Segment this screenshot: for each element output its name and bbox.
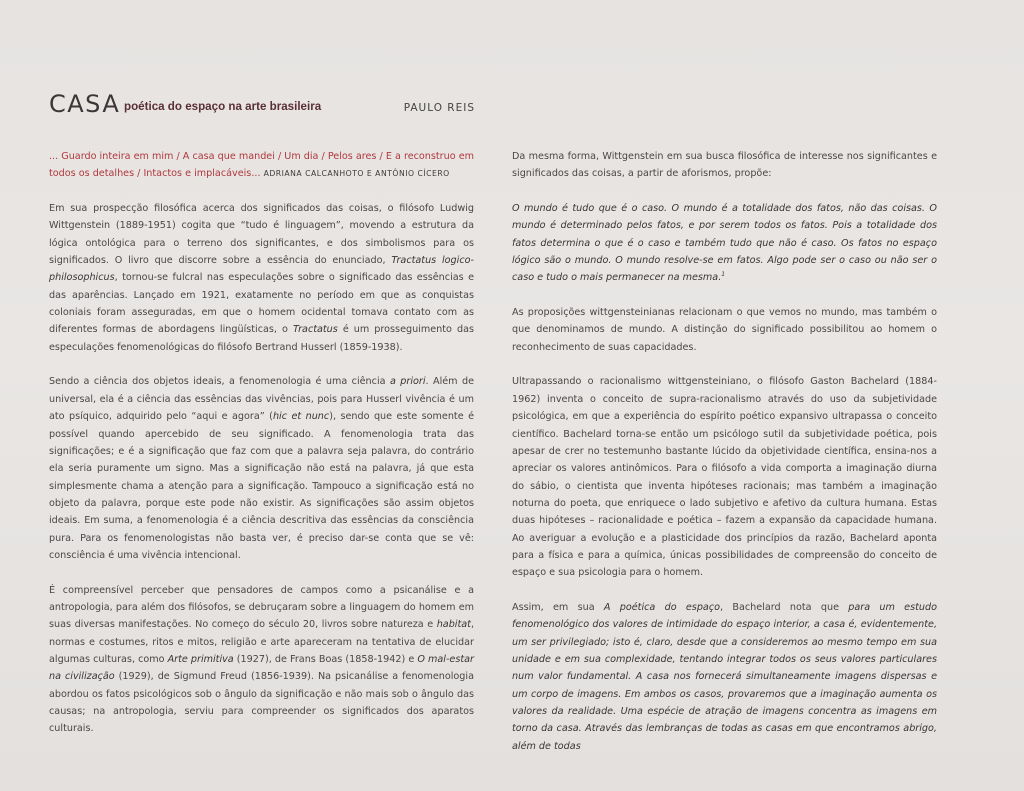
paragraph-poetica-do-espaco: Assim, em sua A poética do espaço, Bachelard nota que para um estudo fenomenológico dos valores de intimidade do espaço interior, a casa é, evidentemente, um ser privilegiado; isto é, claro, desde que a consideremos ao mesmo tempo em sua unidade e em sua complexidade, tentando integrar todos os seus valores particulares num valor fundamental. A casa nos fornecerá simultaneamente imagens dispersas e um corpo de imagens. Em ambos os casos, provaremos que a imaginação aumenta os valores da realidade. Uma espécie de atração de imagens concentra as imagens em torno da casa. Através das lembranças de todas as casas em que encontramos abrigo, além de todas	[512, 601, 937, 752]
wittgenstein-quote: O mundo é tudo que é o caso. O mundo é a totalidade dos fatos, não das coisas. O mundo é determinado pelos fatos, e por serem todos os fatos. Pois a totalidade dos fatos determina o que é o caso e também tudo que não é caso. Os fatos no espaço lógico são o mundo. O mundo resolve-se em fatos. Algo pode ser o caso ou não ser o caso e tudo o mais permanecer na mesma.$^1$	[512, 203, 937, 284]
epigraph	[49, 148, 474, 183]
paragraph-psicanalise: É compreensível perceber que pensadores de campos como a psicanálise e a antropologia, para além dos filósofos, se debruçaram sobre a linguagem do homem em suas diversas manifestações. No começo do século 20, livros sobre natureza e habitat, normas e costumes, ritos e mitos, religião e arte apareceram na tentativa de elucidar algumas culturas, como Arte primitiva (1927), de Frans Boas (1858-1942) e O mal-estar na civilização (1929), de Sigmund Freud (1856-1939). Na psicanálise a fenomenologia abordou os fatos psicológicos sob o ângulo da significação e não mais sob o ângulo das causas; na antropologia, serviu para compreender os significados dos aparatos culturais.	[49, 584, 474, 735]
right-column	[512, 148, 937, 755]
left-column	[49, 148, 474, 738]
page-title: CASA	[49, 90, 121, 118]
paragraph-proposicoes: As proposições wittgensteinianas relacionam o que vemos no mundo, mas também o que denominamos de mundo. A distinção do significado possibilitou ao homem o reconhecimento de suas capacidades.	[512, 307, 937, 353]
paragraph-fenomenologia: Sendo a ciência dos objetos ideais, a fenomenologia é uma ciência a priori. Além de universal, ela é a ciência das essências das vivências, pois para Husserl vivência é um ato psíquico, adquirido pelo “aqui e agora” (hic et nunc), sendo que este somente é possível quando apercebido de seu significado. A fenomenologia trata das significações; e é a significação que faz com que a palavra seja palavra, do contrário ela seria puramente um signo. Mas a significação não está na palavra, já que esta simplesmente chama a atenção para a significação. Tampouco a significação está no objeto da palavra, porque este pode não existir. As significações são assim objetos ideais. Em suma, a fenomenologia é a ciência descritiva das essências da consciência pura. Para os fenomenologistas não basta ver, é preciso dar-se conta que se vê: consciência é uma vivência intencional.	[49, 376, 475, 561]
footnote-marker: 1	[721, 271, 726, 279]
page-subtitle: poética do espaço na arte brasileira	[124, 100, 322, 113]
paragraph-aforismos: Da mesma forma, Wittgenstein em sua busca filosófica de interesse nos significantes e significados das coisas, a partir de aforismos, propõe:	[512, 151, 937, 180]
author-name: PAULO REIS	[403, 102, 475, 114]
epigraph-credit: ADRIANA CALCANHOTO E ANTÔNIO CÍCERO	[263, 169, 450, 179]
page-header	[49, 91, 475, 123]
epigraph-text: ... Guardo inteira em mim / A casa que mandei / Um dia / Pelos ares / E a reconstruo em todos os detalhes / Intactos e implacáveis...	[49, 151, 474, 180]
paragraph-bachelard: Ultrapassando o racionalismo wittgensteiniano, o filósofo Gaston Bachelard (1884-1962) inventa o conceito de supra-racionalismo através do uso da subjetividade psicológica, em que a experiência do espírito poético expansivo ultrapassa o conceito científico. Bachelard torna-se então um psicólogo sutil da subjetividade poética, pois apesar de crer no testemunho bastante lúcido da objetividade científica, ensina-nos a apreciar os valores antinômicos. Para o filósofo a vida comporta a imaginação diurna do sábio, o cientista que inventa hipóteses racionais; mas também a imaginação noturna do poeta, que enriquece o lado subjetivo e afetivo da cultura humana. Estas duas hipóteses – racionalidade e poética – fazem a expansão da capacidade humana. Ao averiguar a evolução e a plasticidade dos princípios da razão, Bachelard aponta para a física e para a química, únicas possibilidades de compreensão do conceito de espaço e sua psicologia para o homem.	[512, 376, 937, 579]
paragraph-wittgenstein-intro: Em sua prospecção filosófica acerca dos significados das coisas, o filósofo Ludwig Wittgenstein (1889-1951) cogita que “tudo é linguagem”, movendo a estrutura da lógica ontológica para o terreno dos significantes, e dos simbolismos para os significados. O livro que discorre sobre a essência do enunciado, Tractatus logico-philosophicus, tornou-se fulcral nas especulações sobre o significado das essências e das aparências. Lançado em 1921, exatamente no período em que as conquistas coloniais foram asseguradas, em que o homem ocidental tomava contato com as diferentes formas de abordagens lingüísticas, o Tractatus é um prosseguimento das especulações fenomenológicas do filósofo Bertrand Husserl (1859-1938).	[49, 203, 474, 353]
